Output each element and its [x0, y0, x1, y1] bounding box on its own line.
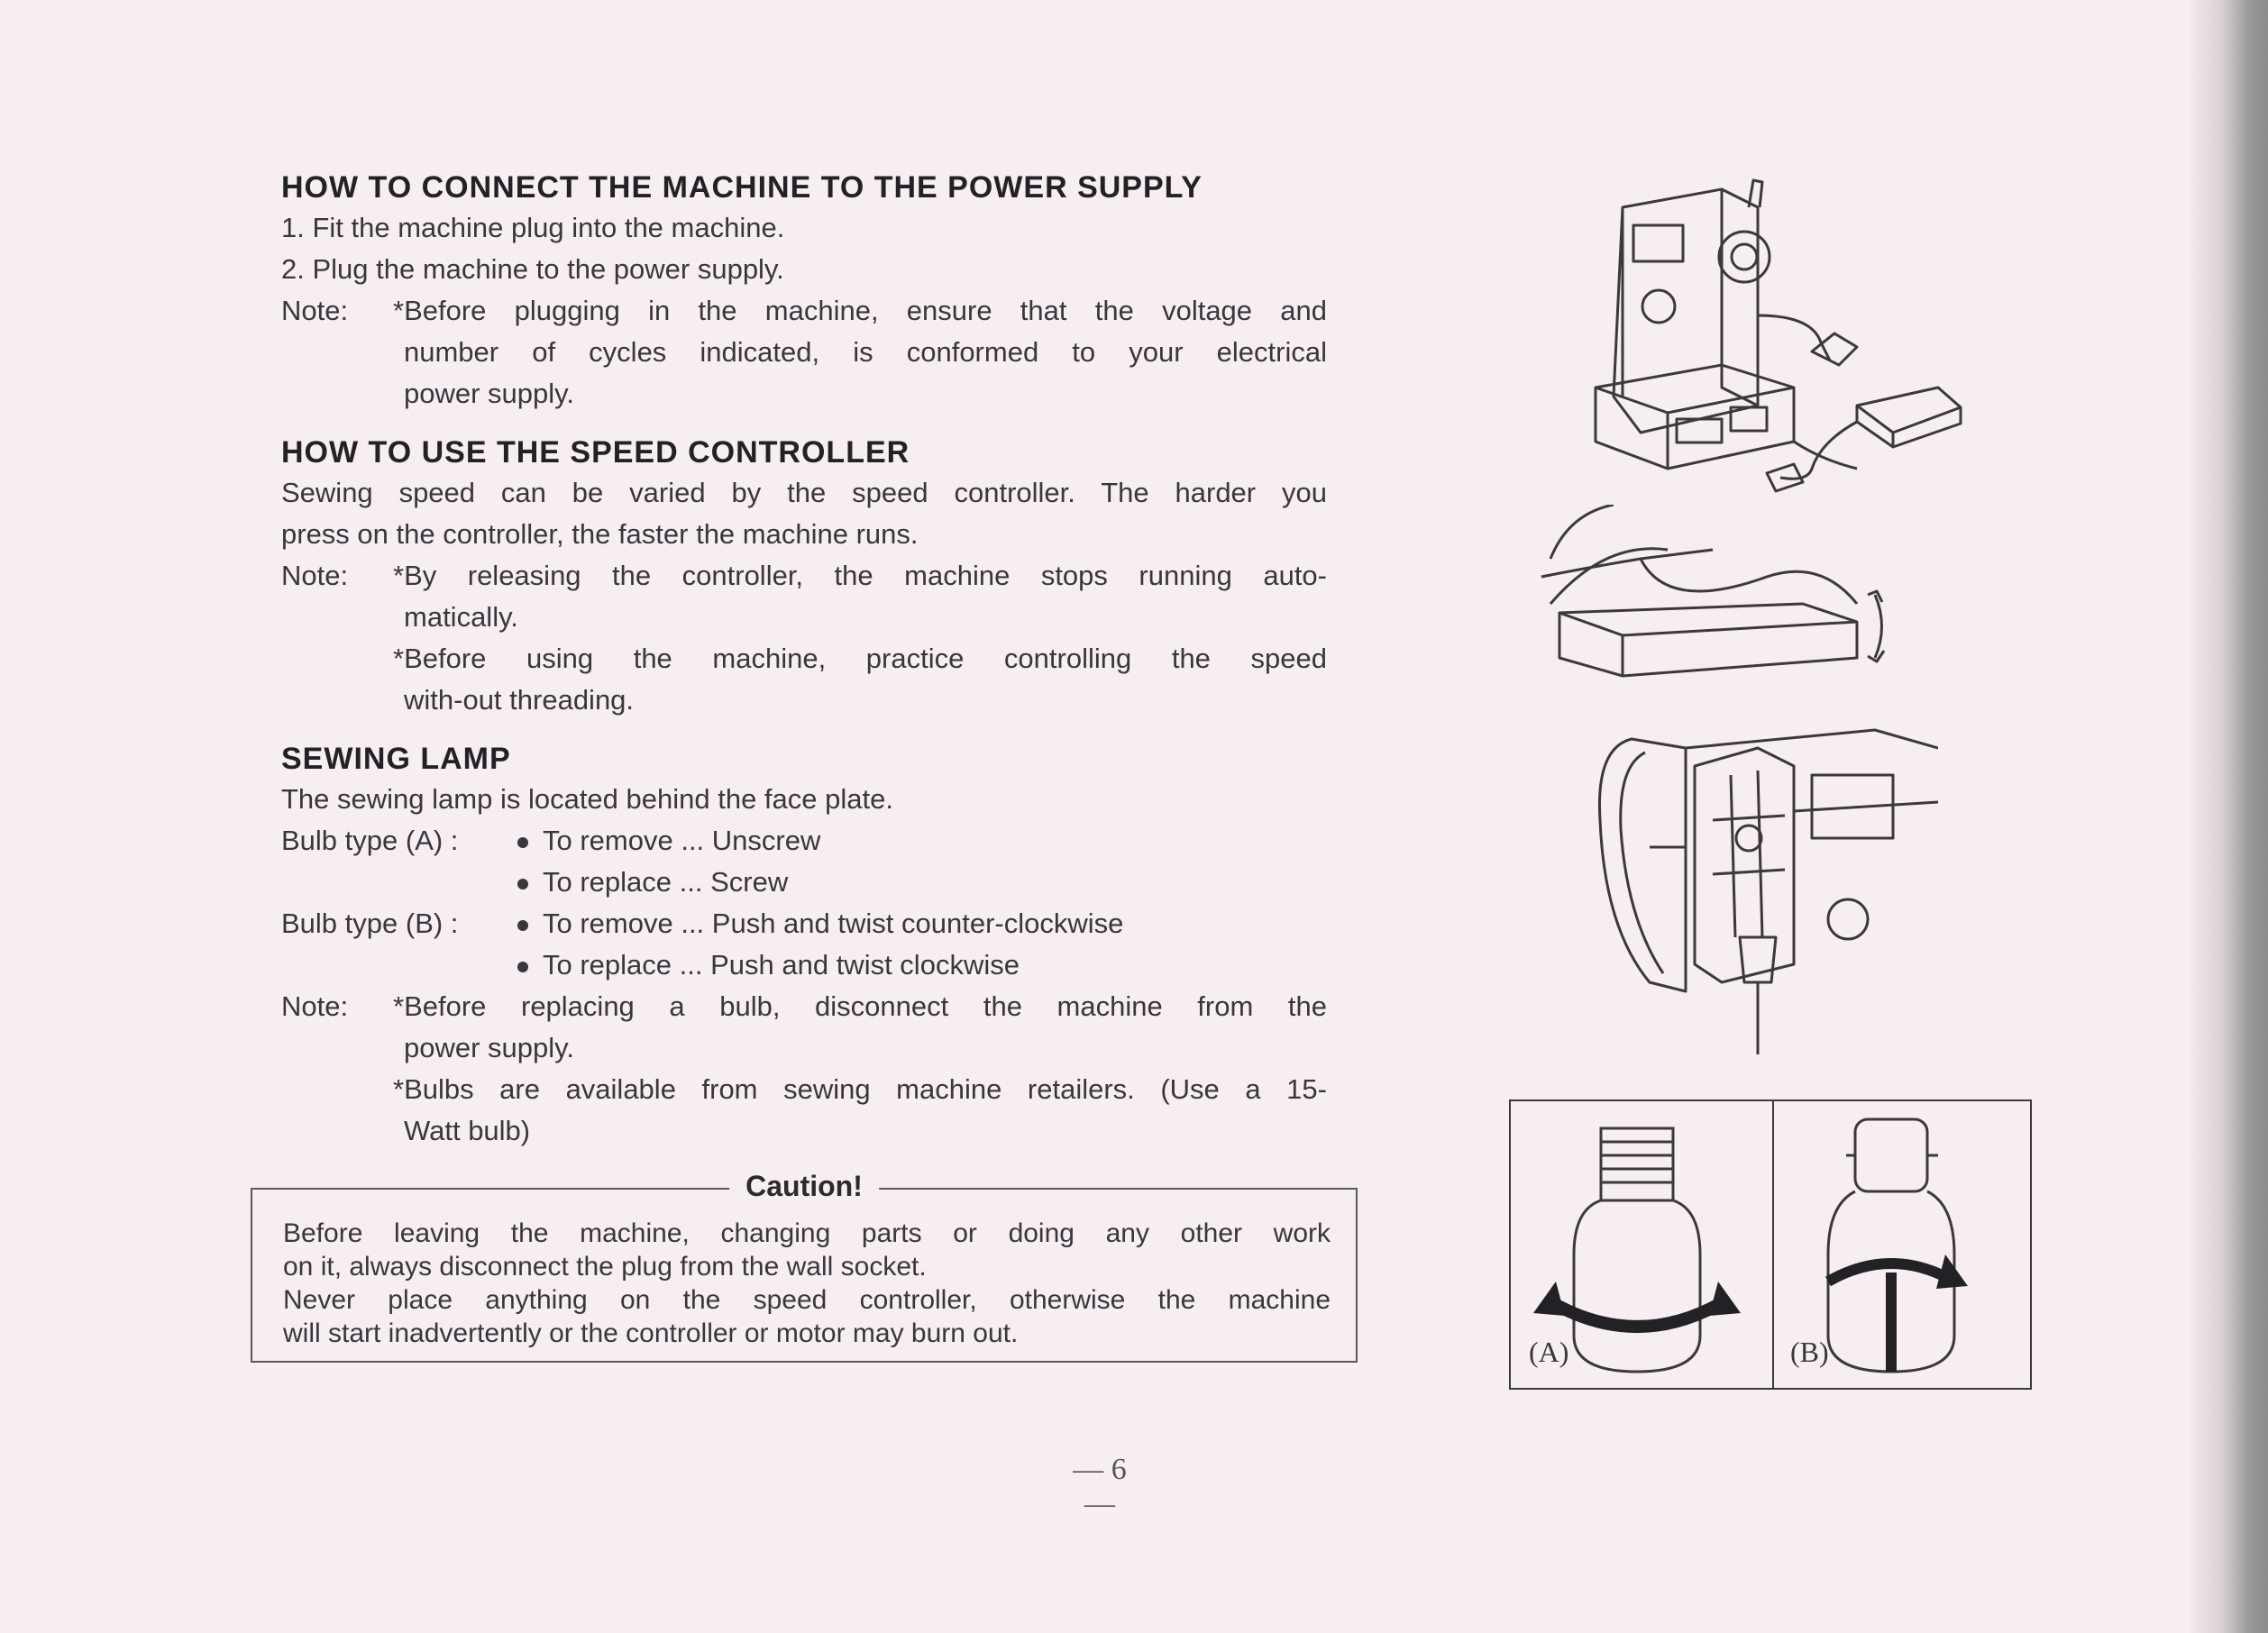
lamp-note1-line-1: *Before replacing a bulb, disconnect the machine from the: [393, 990, 1327, 1022]
lamp-note2-line-1: *Bulbs are available from sewing machine retailers. (Use a 15-: [393, 1073, 1327, 1105]
note-label: Note:: [281, 990, 349, 1022]
power-note-line-1: *Before plugging in the machine, ensure that the voltage and: [393, 295, 1327, 326]
caution-line-1: Before leaving the machine, changing parts or doing any other work: [283, 1218, 1331, 1248]
power-note: [281, 290, 1327, 415]
bulb-a-row-remove: [281, 820, 1327, 862]
bullet-icon: [517, 837, 528, 848]
speed-body-line-2: press on the controller, the faster the machine runs.: [281, 518, 919, 550]
bulb-b-label: Bulb type (B) :: [281, 908, 459, 939]
page-number: — 6 —: [1073, 1453, 1127, 1520]
lamp-note: [281, 986, 1327, 1152]
bulb-b-row-remove: [281, 903, 1327, 944]
caution-title: Caution!: [729, 1170, 879, 1203]
bullet-icon: [517, 879, 528, 889]
bulb-a-figure-label: (A): [1529, 1336, 1569, 1368]
speed-note2-line-1: *Before using the machine, practice controlling the speed: [393, 643, 1327, 674]
speed-note1-line-2: matically.: [404, 601, 518, 633]
text-column: [281, 162, 1327, 1152]
speed-note: [281, 555, 1327, 721]
bulb-a-row-replace: [281, 862, 1327, 903]
lamp-intro: The sewing lamp is located behind the face plate.: [281, 783, 893, 815]
bulb-b-replace: To replace ... Push and twist clockwise: [543, 949, 1020, 981]
caution-line-2: on it, always disconnect the plug from the wall socket.: [283, 1252, 927, 1282]
caution-line-3: Never place anything on the speed controller, otherwise the machine: [283, 1285, 1331, 1315]
power-supply-heading: HOW TO CONNECT THE MACHINE TO THE POWER SUPPLY: [281, 170, 1203, 205]
note-label: Note:: [281, 560, 349, 591]
bulb-types-figure: [1509, 1099, 2032, 1390]
bulb-b-figure-label: (B): [1790, 1336, 1829, 1368]
machine-power-illustration: [1587, 171, 1974, 514]
sewing-lamp-heading: SEWING LAMP: [281, 742, 511, 776]
note-label: Note:: [281, 295, 349, 326]
power-note-line-3: power supply.: [404, 378, 574, 409]
speed-note2-line-2: with-out threading.: [404, 684, 635, 716]
speed-body-line-1: Sewing speed can be varied by the speed controller. The harder you: [281, 477, 1327, 508]
power-step-1: 1. Fit the machine plug into the machine.: [281, 212, 785, 243]
face-plate-illustration: [1578, 712, 1938, 1054]
book-spine-shadow: [2190, 0, 2268, 1633]
bullet-icon: [517, 920, 528, 931]
bullet-icon: [517, 962, 528, 972]
power-step-2: 2. Plug the machine to the power supply.: [281, 253, 784, 285]
bulb-b-row-replace: [281, 944, 1327, 986]
caution-line-4: will start inadvertently or the controller or motor may burn out.: [283, 1318, 1019, 1348]
caution-box: [251, 1170, 1358, 1363]
power-note-line-2: number of cycles indicated, is conformed to your electrical: [404, 336, 1327, 368]
speed-note1-line-1: *By releasing the controller, the machine stops running auto-: [393, 560, 1327, 591]
bulb-a-remove: To remove ... Unscrew: [543, 825, 821, 856]
speed-controller-heading: HOW TO USE THE SPEED CONTROLLER: [281, 435, 910, 470]
bulb-a-replace: To replace ... Screw: [543, 866, 789, 898]
bulb-a-label: Bulb type (A) :: [281, 825, 459, 856]
lamp-note1-line-2: power supply.: [404, 1032, 574, 1063]
foot-controller-illustration: [1532, 505, 1929, 685]
lamp-note2-line-2: Watt bulb): [404, 1115, 531, 1146]
bulb-b-remove: To remove ... Push and twist counter-clockwise: [543, 908, 1124, 939]
